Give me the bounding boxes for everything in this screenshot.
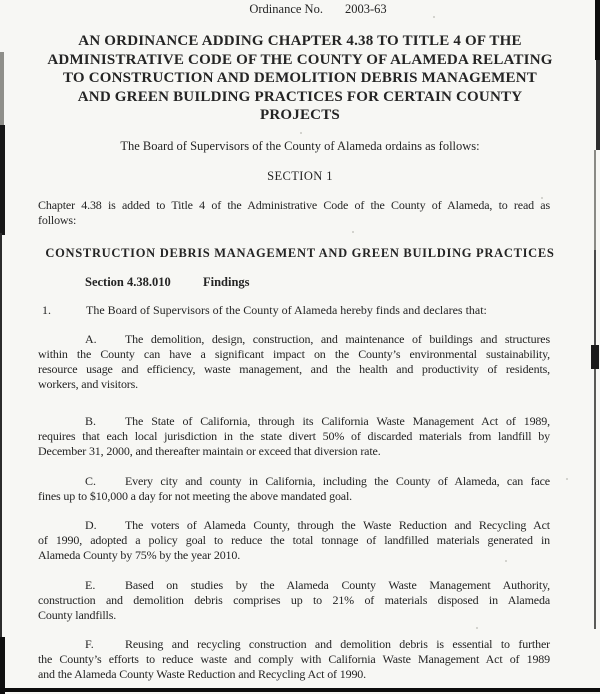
finding-intro-paragraph [42, 303, 542, 318]
finding-line: requires that each local jurisdiction in the state divert 50% of discarded materials from landfill by [38, 429, 550, 443]
finding-text: The voters of Alameda County, through the Waste Reduction and Recycling Act [125, 518, 550, 532]
finding-paragraph-e [38, 578, 550, 623]
chapter-intro-line-2: follows: [38, 213, 77, 227]
finding-line: resource usage and efficiency, waste management, and the health and productivity of residents, [38, 362, 550, 376]
finding-paragraph-a [38, 332, 550, 392]
scan-border-right-blob [591, 345, 599, 369]
finding-letter: B. [85, 414, 97, 428]
document-title [28, 32, 572, 125]
scan-border-right-upper [596, 60, 600, 150]
finding-intro-number: 1. [42, 303, 51, 317]
finding-line: and the Alameda County Waste Reduction and Recycling Act of 1990. [38, 667, 366, 681]
finding-line: the County’s efforts to reduce waste and comply with California Waste Management Act of 1989 [38, 652, 550, 666]
finding-text: Based on studies by the Alameda County Waste Management Authority, [125, 578, 550, 592]
finding-letter: D. [85, 518, 97, 532]
title-line-2: ADMINISTRATIVE CODE OF THE COUNTY OF ALAMEDA RELATING [47, 51, 553, 68]
section-findings-heading [85, 275, 250, 290]
finding-intro-text: The Board of Supervisors of the County of Alameda hereby finds and declares that: [86, 303, 487, 317]
finding-text: The demolition, design, construction, and maintenance of buildings and structures [125, 332, 550, 346]
title-line-5: PROJECTS [260, 107, 340, 124]
finding-text: The State of California, through its California Waste Management Act of 1989, [125, 414, 550, 428]
finding-paragraph-b [38, 414, 550, 459]
finding-text: Reusing and recycling construction and demolition debris is essential to further [125, 637, 550, 651]
finding-text: Every city and county in California, including the County of Alameda, can face [125, 474, 550, 488]
title-line-4: AND GREEN BUILDING PRACTICES FOR CERTAIN COUNTY [77, 88, 523, 105]
finding-line [38, 474, 550, 489]
finding-line [38, 332, 550, 347]
title-line-1: AN ORDINANCE ADDING CHAPTER 4.38 TO TITLE 4 OF THE [78, 33, 522, 49]
scan-border-right-mid [594, 250, 596, 348]
scan-speck [300, 132, 302, 134]
section-title-label: Findings [203, 275, 250, 289]
finding-paragraph-d [38, 518, 550, 563]
ordinance-number-value: 2003-63 [344, 2, 387, 16]
section-number-label: Section 4.38.010 [85, 275, 171, 289]
finding-line: fines up to $10,000 a day for not meeting the above mandated goal. [38, 489, 353, 503]
finding-line [38, 414, 550, 429]
scan-border-bottom [0, 688, 600, 692]
finding-line [38, 518, 550, 533]
finding-line: Alameda County by 75% by the year 2010. [38, 548, 241, 562]
finding-letter: F. [85, 637, 94, 651]
finding-letter: A. [85, 332, 97, 346]
scan-speck [476, 627, 478, 629]
scan-border-right-fade [594, 150, 596, 250]
scan-speck [352, 231, 354, 233]
finding-line: of 1990, adopted a policy goal to reduce the total tonnage of landfilled materials generated in [38, 533, 550, 547]
finding-paragraph-f [38, 637, 550, 682]
chapter-intro-paragraph [38, 198, 550, 228]
scan-border-left-bottom [0, 637, 5, 694]
preamble: The Board of Supervisors of the County of Alameda ordains as follows: [120, 139, 480, 153]
finding-line [38, 578, 550, 593]
finding-line: December 31, 2000, and thereafter maintain or exceed that diversion rate. [38, 444, 381, 458]
chapter-intro-line-1: Chapter 4.38 is added to Title 4 of the Administrative Code of the County of Alameda, to read as [38, 198, 550, 212]
ordinance-number-label: Ordinance No. [249, 2, 323, 16]
scan-speck [566, 478, 568, 480]
finding-line: construction and demolition debris comprises up to 21% of materials disposed in Alameda [38, 593, 550, 607]
ordinance-number-line [18, 2, 600, 17]
finding-paragraph-c [38, 474, 550, 504]
finding-line: workers, and visitors. [38, 377, 139, 391]
scan-border-left-gray [0, 52, 4, 127]
finding-line [38, 637, 550, 652]
finding-letter: E. [85, 578, 96, 592]
scan-border-left-thin [0, 233, 2, 639]
title-line-3: TO CONSTRUCTION AND DEMOLITION DEBRIS MANAGEMENT [63, 70, 537, 87]
scan-border-right-lower [594, 369, 596, 629]
chapter-heading: CONSTRUCTION DEBRIS MANAGEMENT AND GREEN BUILDING PRACTICES [45, 246, 555, 260]
section-1-heading: SECTION 1 [267, 169, 333, 183]
finding-letter: C. [85, 474, 97, 488]
finding-line: within the County can have a significant impact on the County’s environmental sustainability, [38, 347, 550, 361]
finding-line: County landfills. [38, 608, 117, 622]
